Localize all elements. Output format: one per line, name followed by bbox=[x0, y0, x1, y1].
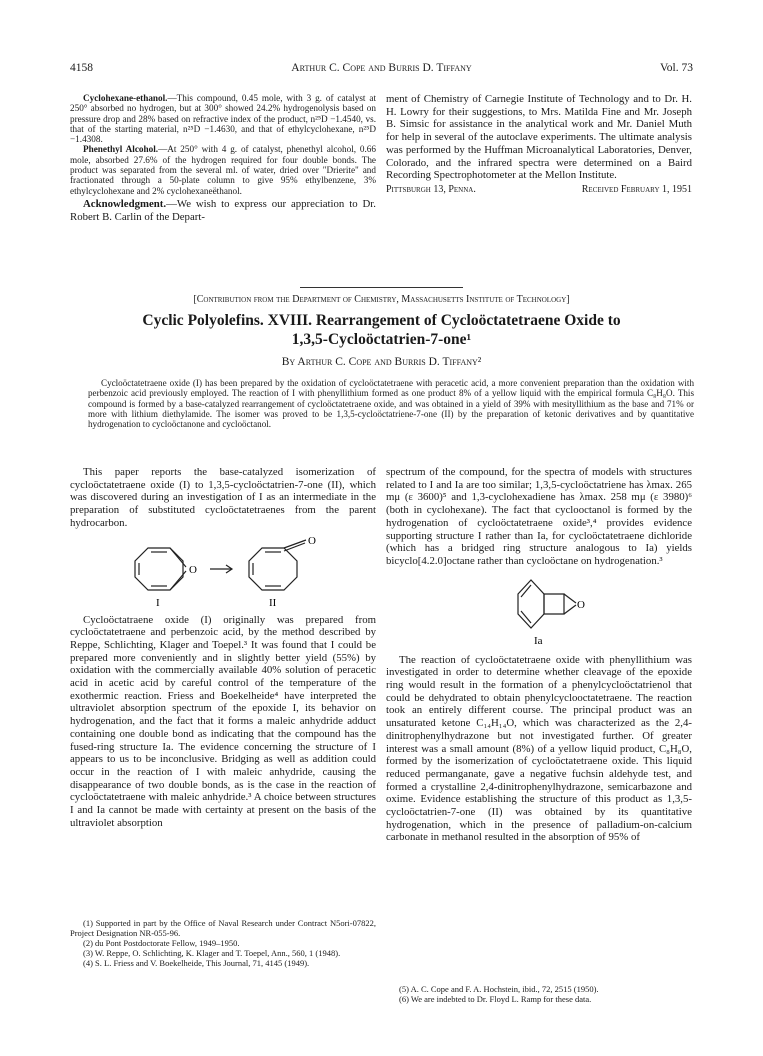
cyclooctatrienone-ring-II bbox=[249, 548, 297, 590]
epoxide-bond-2 bbox=[170, 571, 186, 590]
label-I: I bbox=[156, 596, 160, 609]
location: Pittsburgh 13, Penna. bbox=[386, 183, 476, 195]
section-divider bbox=[300, 287, 463, 288]
scheme-O3: O bbox=[577, 598, 585, 611]
footnotes-left bbox=[70, 918, 376, 968]
phenethyl-paragraph bbox=[70, 144, 376, 195]
right-paragraph-1: spectrum of the compound, for the spectra of models with structures related to I and Ia are too similar; 1,3,5-cycloöctatriene has λmax. 265 mμ (ε 3600)⁵ and 1,3-cyclohexadiene has λmax. 258 mμ (ε 3980)⁶ (both in cyclohexane). The fact that cyclooctanol is formed by the hydrogenation of cycloöctatetraene oxide³,⁴ provides evidence supporting structure I rather than Ia, for cycloöctatetraene dichloride (which has a bridged ring structure analogous to Ia) yields bicyclo[4.2.0]octane rather than cycloöctane on hydrogenation.³ bbox=[386, 466, 692, 567]
scheme-O1: O bbox=[189, 563, 197, 576]
phenethyl-text: —At 250° with 4 g. of catalyst, phenethyl alcohol, 0.66 mole, absorbed 27.6% of the hydrogen required for four double bonds. The product was separated from the several ml. of water, dried over "Drierite" and fractionated through a 50-plate column to give 95% ethylbenzene, 3% ethylcyclohexane and 2% cyclohexaneëthanol. bbox=[70, 144, 376, 196]
right-paragraph-2: The reaction of cycloöctatetraene oxide with phenyllithium was investigated in order to determine whether cleavage of the epoxide ring would result in the formation of a phenylcycloöctatrienol that could be dehydrated to obtain phenylcyclooctatetraene. The reaction took an entirely different course. The principal product was an unsaturated ketone C₁₄H₁₄O, which was characterized as the 2,4-dinitrophenylhydrazone but not investigated further. Of greater interest was a small amount (8%) of a yellow liquid product, C₈H₈O, formed by the isomerization of cycloöctatetraene oxide. This liquid reduced permanganate, gave a negative fuchsin aldehyde test, and formed a crystalline 2,4-dinitrophenylhydrazone, semicarbazone and oxime. Evidence establishing the structure of this product as 1,3,5-cycloöctatrien-7-one (II) was obtained by its quantitative hydrogenation, which in the presence of palladium-on-calcium carbonate in methanol resulted in the absorption of 95% of bbox=[386, 653, 692, 844]
article-title-line1: Cyclic Polyolefins. XVIII. Rearrangement of Cycloöctatetraene Oxide to bbox=[142, 312, 621, 329]
bicyclic-structure-svg bbox=[386, 568, 692, 650]
running-title: Arthur C. Cope and Burris D. Tiffany bbox=[291, 62, 472, 74]
acknowledgment-paragraph bbox=[70, 198, 376, 223]
acknowledgment-label: Acknowledgment. bbox=[83, 197, 167, 210]
cyclohexane-ethanol-text: —This compound, 0.45 mole, with 3 g. of catalyst at 250° absorbed no hydrogen, but at 300° showed 24.2% hydrogenolysis based on pressure drop and 28% based on refractive index of the product, n²⁵D −1.4540, vs. that of the starting material, n²⁵D −1.4630, and that of ethylcyclohexane, n²⁵D −1.4308. bbox=[70, 93, 376, 145]
contribution-line: [Contribution from the Department of Chemistry, Massachusetts Institute of Technology] bbox=[193, 294, 570, 305]
article-title-line2: 1,3,5-Cycloöctatrien-7-one¹ bbox=[291, 331, 472, 348]
prev-article-left-column bbox=[70, 93, 376, 223]
volume-label: Vol. 73 bbox=[659, 62, 693, 74]
footnotes-right bbox=[386, 984, 692, 1004]
scheme-Ia bbox=[386, 568, 692, 650]
footnote-2: (2) du Pont Postdoctorate Fellow, 1949–1950. bbox=[83, 938, 240, 948]
page-number: 4158 bbox=[70, 62, 93, 74]
phenethyl-label: Phenethyl Alcohol. bbox=[83, 144, 159, 155]
received-date: Received February 1, 1951 bbox=[581, 183, 692, 195]
scheme-I-to-II bbox=[70, 530, 376, 610]
footnote-5: (5) A. C. Cope and F. A. Hochstein, ibid., 72, 2515 (1950). bbox=[399, 984, 599, 994]
label-Ia: Ia bbox=[534, 634, 543, 647]
acknowledgment-text-left: —We wish to express our appreciation to Dr. Robert B. Carlin of the Depart- bbox=[70, 197, 376, 223]
left-paragraph-1: This paper reports the base-catalyzed isomerization of cycloöctatetraene oxide (I) to 1,3,5-cycloöctatrien-7-one (II), which was discovered during an investigation of I as an intermediate in the preparation of substituted cycloöctatetraenes from the parent hydrocarbon. bbox=[70, 466, 376, 529]
cyclohexane-ethanol-paragraph bbox=[70, 93, 376, 144]
abstract: Cycloöctatetraene oxide (I) has been prepared by the oxidation of cycloöctatetraene with peracetic acid, a more convenient preparation than the oxidation with perbenzoic acid previously employed. The reaction of I with phenyllithium formed as one product 8% of a yellow liquid with the empirical formula C₈H₈O. This compound is formed by a base-catalyzed rearrangement of cycloöctatetraene oxide, and was obtained in a yield of 39% with mesityllithium as the base and 71% or more with lithium diethylamide. The isomer was proved to be 1,3,5-cycloöctatriene-7-one (II) by the preparation of ketonic derivatives and by quantitative hydrogenation to cycloöctanone and cycloöctanol. bbox=[88, 378, 694, 430]
reaction-scheme-svg bbox=[70, 530, 376, 610]
footnote-3: (3) W. Reppe, O. Schlichting, K. Klager and T. Toepel, Ann., 560, 1 (1948). bbox=[83, 948, 341, 958]
left-paragraph-2: Cycloöctatraene oxide (I) originally was prepared from cycloöctatetraene and perbenzoic acid, by the method described by Reppe, Schlichting, Klager and Toepel.³ It was found that I could be prepared more conveniently and in slightly better yield (55%) by oxidation with the commercially available 40% solution of peracetic acid in acetic acid by careful control of the temperature of the exothermic reaction. Friess and Boekelheide⁴ have interpreted the ultraviolet absorption spectrum of the epoxide I, its behavior on hydrogenation, and the fact that it forms a maleic anhydride adduct containing one double bond as indicating that the compound has the fused-ring structure Ia. The evidence concerning the structure of I appears to us to be inconclusive. Bridging as well as addition could occur in the reaction of I with maleic anhydride, causing the disappearance of two double bonds, as is the case in the reaction of cycloöctatetraene with maleic anhydride.³ A choice between structures I and Ia cannot be made with certainty at present on the basis of the ultraviolet absorption bbox=[70, 613, 376, 829]
four-membered-ring bbox=[544, 594, 564, 614]
left-column bbox=[70, 466, 376, 829]
acknowledgment-text-right: ment of Chemistry of Carnegie Institute of Technology and to Dr. H. H. Lowry for their suggestions, to Mrs. Matilda Fine and Mr. Joseph B. Simsic for assistance in the analytical work and Mr. Daniel Muth for help in several of the autoclave experiments. The ultimate analysis was performed by the Huffman Microanalytical Laboratories, Denver, Colorado, and the infrared spectra were determined on a Baird Recording Spectrophotometer at the Mellon Institute. bbox=[386, 93, 692, 182]
cyclohexane-ethanol-label: Cyclohexane-ethanol. bbox=[83, 93, 168, 103]
scheme-O2: O bbox=[308, 534, 316, 547]
six-membered-ring bbox=[518, 580, 544, 628]
right-column bbox=[386, 466, 692, 844]
prev-article-right-column bbox=[386, 93, 692, 198]
byline: By Arthur C. Cope and Burris D. Tiffany² bbox=[281, 356, 482, 368]
footnote-1: (1) Supported in part by the Office of Naval Research under Contract N5ori-07822, Project Designation NR-055-96. bbox=[70, 918, 376, 938]
footnote-6: (6) We are indebted to Dr. Floyd L. Ramp for these data. bbox=[399, 994, 592, 1004]
footnote-4: (4) S. L. Friess and V. Boekelheide, This Journal, 71, 4145 (1949). bbox=[83, 958, 310, 968]
received-line bbox=[386, 184, 692, 198]
epoxide-bond-1 bbox=[170, 548, 186, 567]
label-II: II bbox=[269, 596, 277, 609]
